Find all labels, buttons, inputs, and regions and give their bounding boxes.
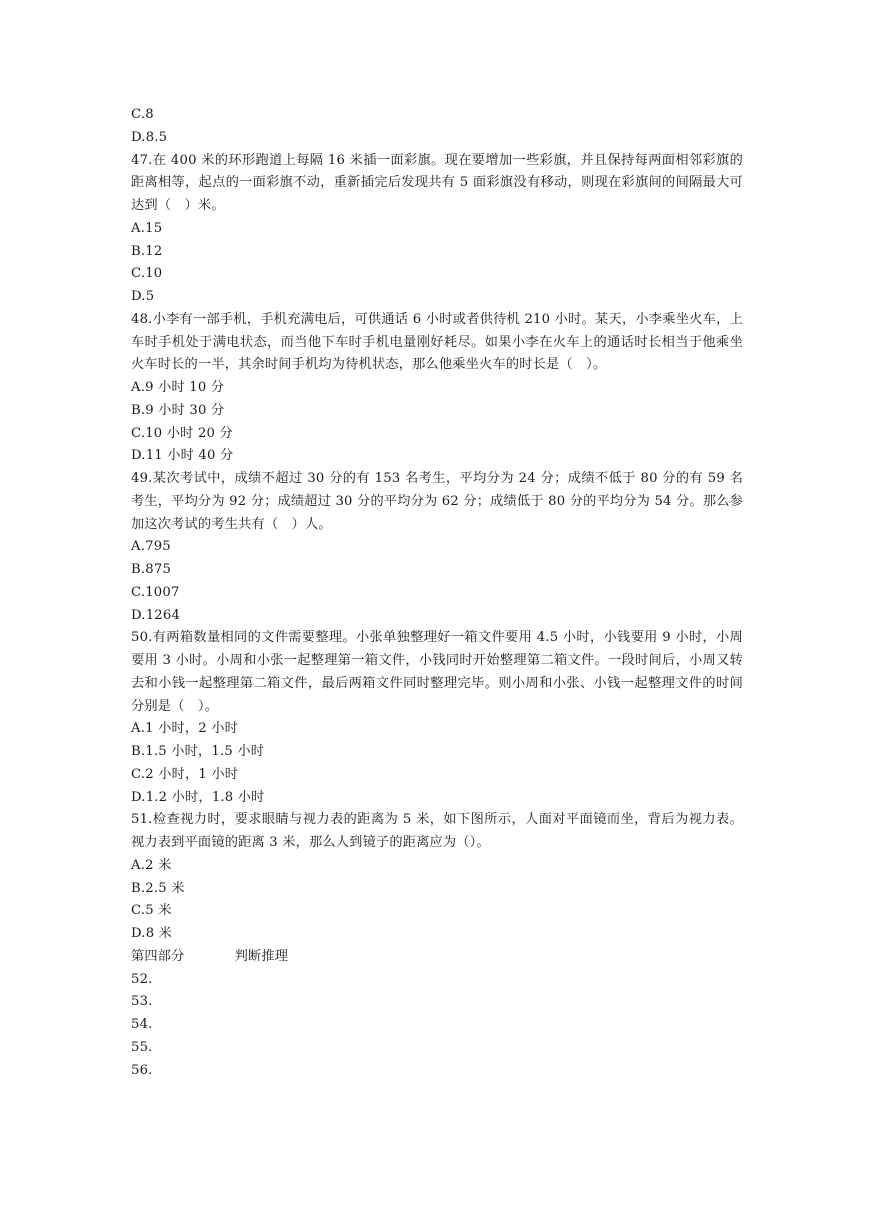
- option-line: D.11 小时 40 分: [131, 448, 234, 464]
- option-line: A.795: [131, 539, 171, 555]
- option-line: A.9 小时 10 分: [131, 380, 225, 395]
- question-number: 53.: [131, 994, 153, 1010]
- question-stem: 47.在 400 米的环形跑道上每隔 16 米插一面彩旗。现在要增加一些彩旗，并且保持每两面相邻彩旗的距离相等，起点的一面彩旗不动，重新插完后发现共有 5 面彩旗没有移动，则现在彩旗间的间隔最大可达到（ ）米。: [131, 152, 743, 213]
- section-name: 判断推理: [234, 948, 289, 964]
- question-number: 55.: [131, 1039, 153, 1055]
- option-line: B.2.5 米: [131, 880, 185, 896]
- option-line: C.1007: [131, 584, 180, 600]
- option-line: B.1.5 小时，1.5 小时: [131, 744, 265, 759]
- document-body: [131, 104, 743, 1082]
- option-line: B.875: [131, 562, 172, 577]
- option-line: D.8.5: [131, 129, 168, 145]
- option-line: A.15: [131, 220, 163, 236]
- question-stem: 51.检查视力时，要求眼睛与视力表的距离为 5 米，如下图所示，人面对平面镜而坐，背后为视力表。视力表到平面镜的距离 3 米，那么人到镜子的距离应为（）。: [131, 812, 743, 850]
- question-number: 54.: [131, 1017, 153, 1032]
- option-line: D.8 米: [131, 926, 173, 941]
- option-line: C.5 米: [131, 903, 172, 919]
- question-stem: 50.有两箱数量相同的文件需要整理。小张单独整理好一箱文件要用 4.5 小时，小钱要用 9 小时，小周要用 3 小时。小周和小张一起整理第一箱文件，小钱同时开始整理第二箱文件。一段时间后，小周又转去和小钱一起整理第二箱文件，最后两箱文件同时整理完毕。则小周和小张、小钱一起整理文件的时间分别是（ ）。: [131, 630, 743, 714]
- question-stem: 48.小李有一部手机，手机充满电后，可供通话 6 小时或者供待机 210 小时。某天，小李乘坐火车，上车时手机处于满电状态，而当他下车时手机电量刚好耗尽。如果小李在火车上的通话时长相当于他乘坐火车时长的一半，其余时间手机均为待机状态，那么他乘坐火车的时长是（ ）。: [131, 311, 743, 373]
- option-line: A.2 米: [131, 857, 172, 873]
- option-line: B.9 小时 30 分: [131, 402, 225, 418]
- option-line: B.12: [131, 243, 163, 259]
- option-line: C.8: [131, 107, 154, 122]
- question-stem: 49.某次考试中，成绩不超过 30 分的有 153 名考生，平均分为 24 分；成绩不低于 80 分的有 59 名考生，平均分为 92 分；成绩超过 30 分的平均分为 62 分；成绩低于 80 分的平均分为 54 分。那么参加这次考试的考生共有（ ）人。: [131, 471, 743, 532]
- section-heading: [131, 946, 743, 969]
- option-line: D.5: [131, 289, 155, 304]
- option-line: C.2 小时，1 小时: [131, 766, 239, 782]
- option-line: C.10: [131, 266, 163, 282]
- option-line: D.1.2 小时，1.8 小时: [131, 789, 265, 805]
- option-line: A.1 小时，2 小时: [131, 721, 239, 737]
- section-part: 第四部分: [131, 948, 185, 964]
- question-number: 56.: [131, 1062, 153, 1078]
- question-number: 52.: [131, 971, 153, 987]
- option-line: D.1264: [131, 607, 181, 623]
- option-line: C.10 小时 20 分: [131, 425, 233, 441]
